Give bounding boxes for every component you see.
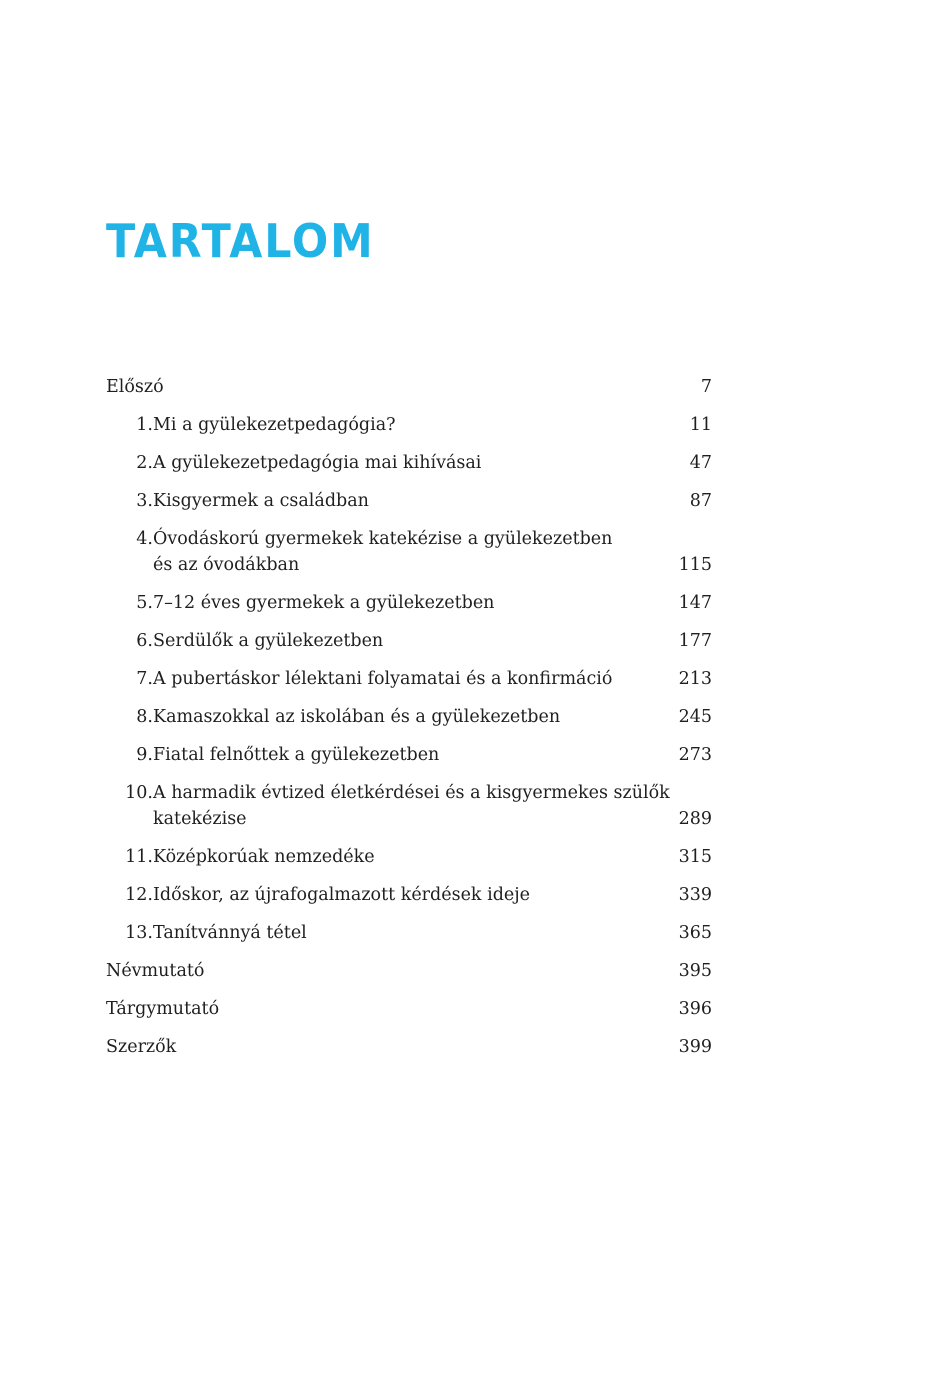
toc-entry-foreword[interactable] [106,374,712,400]
toc-entry-page: 365 [678,923,712,943]
toc-entry-number: 3. [136,491,153,511]
toc-entry-number: 1. [136,415,153,435]
toc-entry-number: 4. [136,529,153,549]
toc-entry-number: 10. [125,783,153,803]
toc-entry-subject-index[interactable] [106,996,712,1022]
toc-entry-page: 115 [678,555,712,575]
toc-entry-label: Előszó [106,377,164,397]
toc-entry-label: Óvodáskorú gyermekek katekézise a gyülekezetben és az óvodákban [153,529,613,575]
page-title: TARTALOM [106,214,375,268]
toc-entry-chapter-4[interactable] [106,526,712,578]
toc-entry-page: 315 [678,847,712,867]
toc-entry-page: 11 [689,415,712,435]
toc-entry-chapter-11[interactable] [106,844,712,870]
toc-entry-label: Kamaszokkal az iskolában és a gyülekezetben [153,707,561,727]
toc-entry-label: 7–12 éves gyermekek a gyülekezetben [153,593,495,613]
toc-entry-page: 147 [678,593,712,613]
toc-entry-page: 399 [678,1037,712,1057]
toc-entry-number: 12. [125,885,153,905]
toc-entry-page: 87 [689,491,712,511]
toc-entry-number: 9. [136,745,153,765]
toc-entry-chapter-10[interactable] [106,780,712,832]
toc-entry-chapter-12[interactable] [106,882,712,908]
toc-entry-label: Tanítvánnyá tétel [153,923,307,943]
toc-entry-number: 13. [125,923,153,943]
toc-entry-name-index[interactable] [106,958,712,984]
toc-entry-page: 395 [678,961,712,981]
toc-entry-number: 8. [136,707,153,727]
toc-entry-label: Serdülők a gyülekezetben [153,631,384,651]
toc-entry-number: 7. [136,669,153,689]
toc-entry-page: 213 [678,669,712,689]
toc-entry-chapter-7[interactable] [106,666,712,692]
toc-entry-page: 47 [689,453,712,473]
toc-entry-chapter-1[interactable] [106,412,712,438]
toc-entry-page: 339 [678,885,712,905]
toc-entry-number: 6. [136,631,153,651]
toc-entry-chapter-9[interactable] [106,742,712,768]
toc-entry-number: 11. [125,847,153,867]
toc-entry-chapter-3[interactable] [106,488,712,514]
toc-entry-number: 5. [136,593,153,613]
toc-entry-authors[interactable] [106,1034,712,1060]
toc-entry-page: 245 [678,707,712,727]
toc-entry-label: Középkorúak nemzedéke [153,847,375,867]
toc-entry-page: 273 [678,745,712,765]
toc-entry-chapter-13[interactable] [106,920,712,946]
toc-entry-label: Szerzők [106,1037,177,1057]
toc-entry-label: Kisgyermek a családban [153,491,369,511]
toc-entry-page: 7 [700,377,712,397]
toc-entry-label: A gyülekezetpedagógia mai kihívásai [153,453,482,473]
table-of-contents [106,374,712,1060]
toc-entry-label: A harmadik évtized életkérdései és a kisgyermekes szülők katekézise [153,783,670,829]
toc-entry-label: A pubertáskor lélektani folyamatai és a konfirmáció [153,669,613,689]
toc-entry-number: 2. [136,453,153,473]
toc-entry-label: Tárgymutató [106,999,220,1019]
toc-entry-page: 289 [678,809,712,829]
toc-entry-chapter-2[interactable] [106,450,712,476]
toc-entry-label: Időskor, az újrafogalmazott kérdések ideje [153,885,531,905]
toc-entry-label: Fiatal felnőttek a gyülekezetben [153,745,440,765]
toc-entry-page: 177 [678,631,712,651]
toc-entry-label: Mi a gyülekezetpedagógia? [153,415,396,435]
toc-entry-chapter-6[interactable] [106,628,712,654]
toc-entry-label: Névmutató [106,961,205,981]
toc-entry-chapter-8[interactable] [106,704,712,730]
toc-entry-chapter-5[interactable] [106,590,712,616]
toc-entry-page: 396 [678,999,712,1019]
